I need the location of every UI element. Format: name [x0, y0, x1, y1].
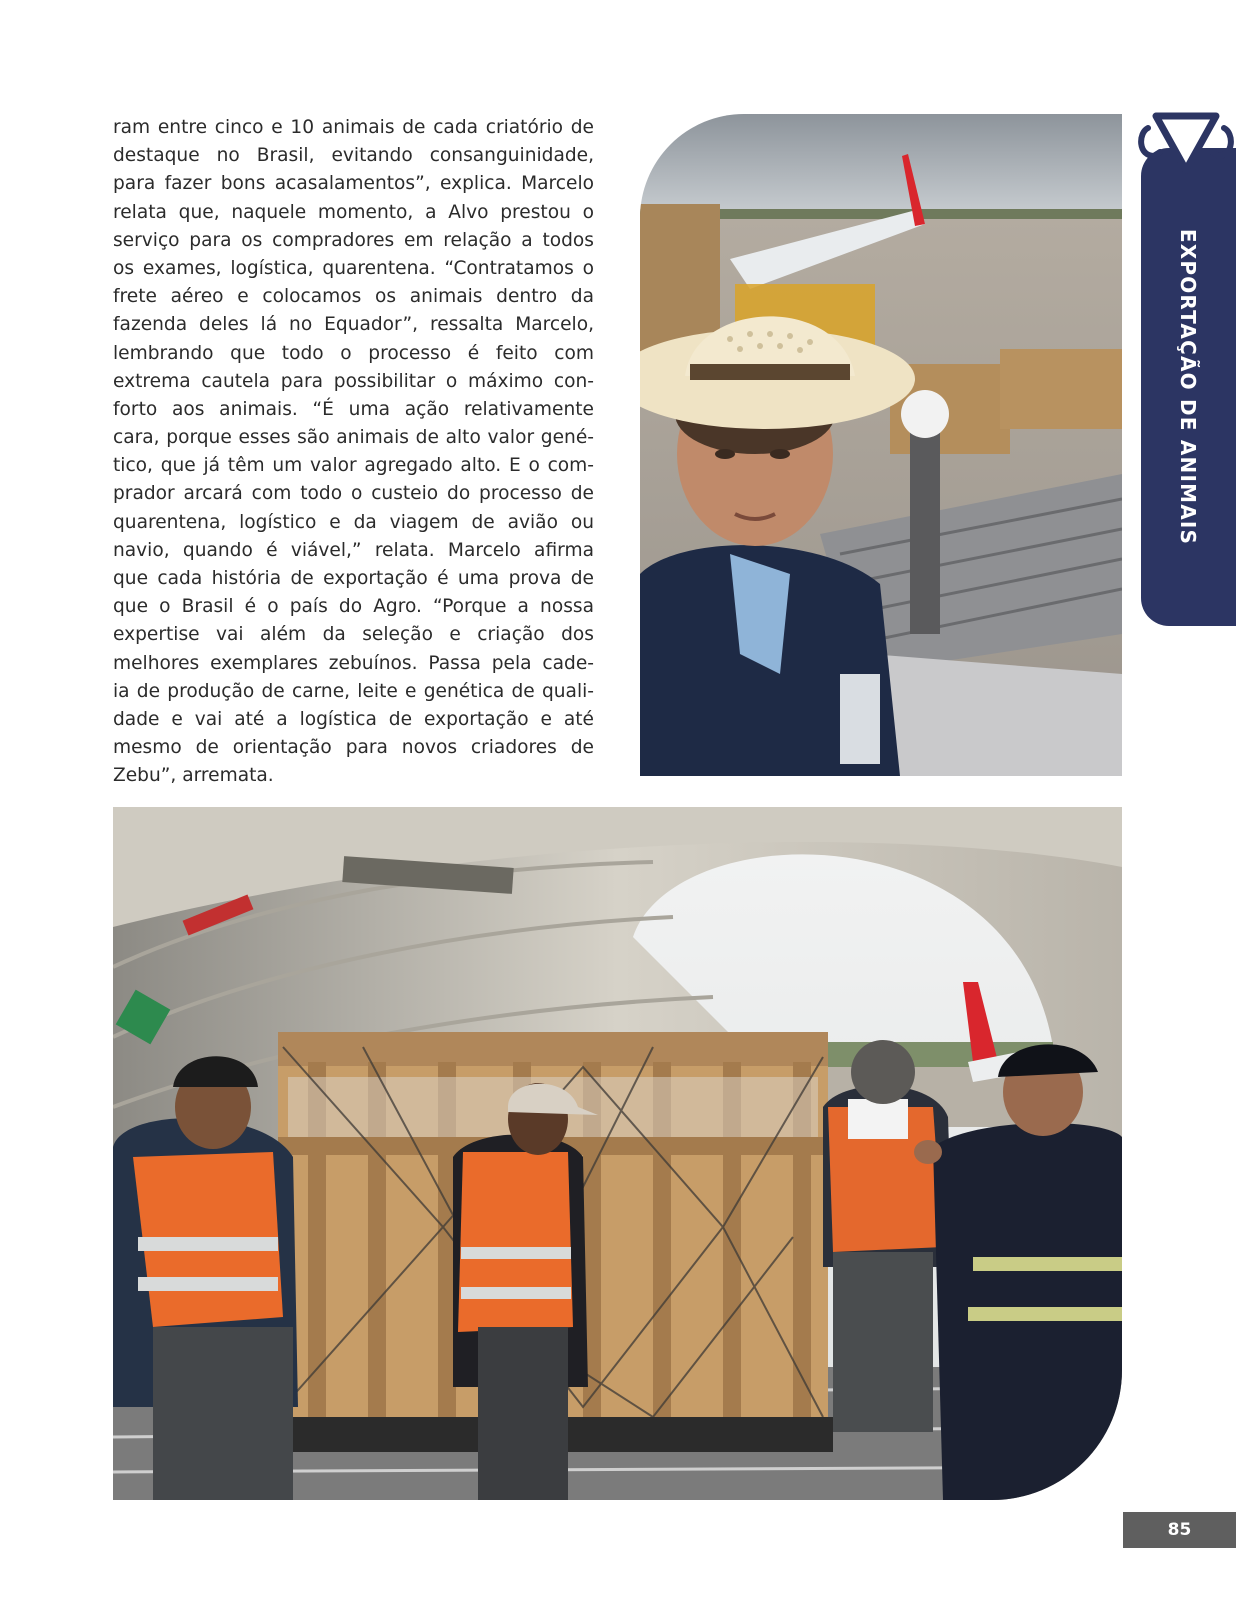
section-tab-label: EXPORTAÇÃO DE ANIMAIS [1176, 228, 1201, 546]
section-tab-label-wrap [1141, 148, 1236, 626]
article-line: destaque no Brasil, evitando consanguinidade, [113, 145, 594, 167]
article-line: tico, que já têm um valor agregado alto. E o com- [113, 455, 594, 477]
article-line: fazenda deles lá no Equador”, ressalta Marcelo, [113, 314, 594, 336]
article-line: quarentena, logístico e da viagem de avião ou [113, 511, 594, 533]
page-number: 85 [1167, 1520, 1192, 1540]
article-line: expertise vai além da seleção e criação dos [113, 624, 594, 646]
article-line: os exames, logística, quarentena. “Contratamos o [113, 257, 594, 279]
page-number-box [1123, 1512, 1236, 1548]
portrait-photo [640, 114, 1122, 776]
article-line: que o Brasil é o país do Agro. “Porque a nossa [113, 596, 594, 618]
article-line: Zebu”, arremata. [113, 765, 274, 787]
article-line: navio, quando é viável,” relata. Marcelo afirma [113, 539, 594, 561]
article-line: melhores exemplares zebuínos. Passa pela cade- [113, 652, 594, 674]
article-line: ia de produção de carne, leite e genética de quali- [113, 680, 594, 702]
cargo-loading-photo [113, 807, 1122, 1500]
article-line: relata que, naquele momento, a Alvo prestou o [113, 201, 594, 223]
article-line: ram entre cinco e 10 animais de cada criatório de [113, 117, 594, 138]
article-body [113, 114, 594, 791]
article-line: que cada história de exportação é uma prova de [113, 568, 594, 589]
article-line: lembrando que todo o processo é feito com [113, 342, 594, 364]
article-line: serviço para os compradores em relação a todos [113, 229, 594, 251]
article-line: frete aéreo e colocamos os animais dentro da [113, 286, 594, 308]
article-line: prador arcará com todo o custeio do processo de [113, 483, 594, 505]
article-line: mesmo de orientação para novos criadores de [113, 737, 594, 759]
article-paragraph [113, 114, 594, 791]
portrait-photo-image [640, 114, 1122, 776]
article-line: para fazer bons acasalamentos”, explica. Marcelo [113, 173, 594, 195]
article-line: extrema cautela para possibilitar o máximo con- [113, 370, 594, 392]
article-line: dade e vai até a logística de exportação e até [113, 708, 594, 730]
article-line: forto aos animais. “É uma ação relativamente [113, 398, 594, 420]
article-line: cara, porque esses são animais de alto valor gené- [113, 427, 594, 449]
cargo-loading-photo-image [113, 807, 1122, 1500]
